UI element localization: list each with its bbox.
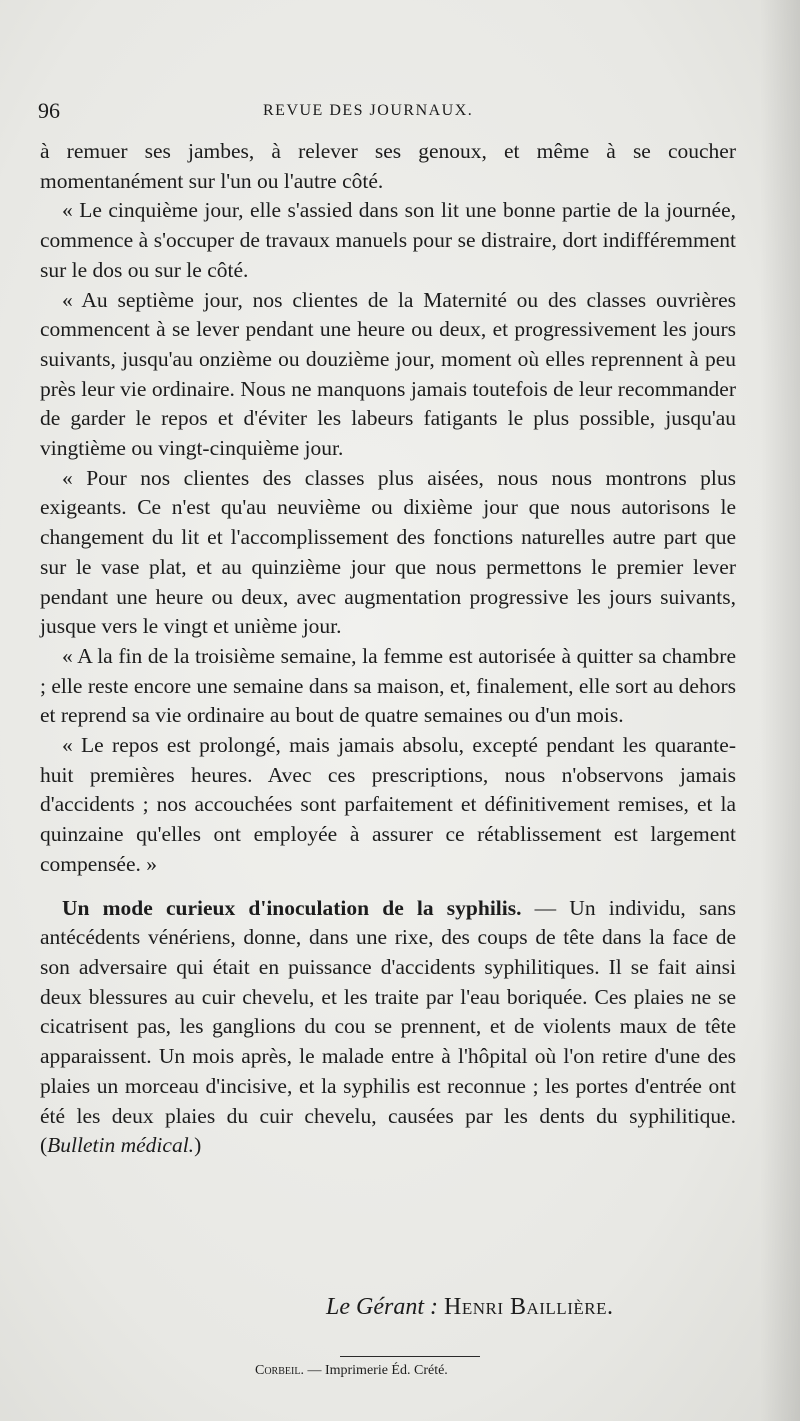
news-item: [40, 894, 736, 1161]
page-edge-shadow: [760, 0, 800, 1421]
news-item-close: ): [194, 1133, 202, 1158]
footer-printer: — Imprimerie Éd. Crété.: [303, 1363, 448, 1378]
paragraph-wealthy-clients: « Pour nos clientes des classes plus aisées, nous nous montrons plus exigeants. Ce n'est qu'au neuvième ou dixième jour que nous autorisons le changement du lit et l'accomplissement des fonctions naturelles autre part que sur le vase plat, et au quinzième jour que nous permettons le premier lever pendant une heure ou deux, avec augmentation progressive les jours suivants, jusque vers le vingt et unième jour.: [40, 465, 736, 639]
signature-label: Le Gérant :: [326, 1294, 438, 1320]
printer-footer: [255, 1363, 448, 1379]
page-number: 96: [38, 98, 60, 123]
body-text: [40, 137, 736, 1161]
paragraph-fifth-day: « Le cinquième jour, elle s'assied dans son lit une bonne partie de la journée, commence à s'occuper de travaux manuels pour se distraire, dort indifféremment sur le dos ou sur le côté.: [40, 198, 736, 282]
footer-place: Corbeil.: [255, 1363, 304, 1378]
signature: [326, 1294, 613, 1321]
page-header: [38, 98, 738, 128]
paragraph-rest: « Le repos est prolongé, mais jamais absolu, excepté pendant les quarante-huit premières heures. Avec ces prescriptions, nous n'observons jamais d'accidents ; nos accouchées sont parfaitement et définitivement remises, et la quinzaine qu'elles ont employée à assurer ce rétablissement est largement compensée. »: [40, 733, 736, 876]
news-item-body: — Un individu, sans antécédents vénériens, donne, dans une rixe, des coups de tête dans la face de son adversaire qui était en puissance d'accidents syphilitiques. Il se fait ainsi deux blessures au cuir chevelu, et les traite par l'eau boriquée. Ces plaies ne se cicatrisent pas, les ganglions du cou se prennent, et de violents maux de tête apparaissent. Un mois après, le malade entre à l'hôpital où l'on retire d'une des plaies un morceau d'incisive, et la syphilis est reconnue ; les portes d'entrée ont été les deux plaies du cuir chevelu, causées par les dents du syphilitique. (: [40, 895, 736, 1158]
paragraph-third-week: « A la fin de la troisième semaine, la femme est autorisée à quitter sa chambre ; elle reste encore une semaine dans sa maison, et, finalement, elle sort au dehors et reprend sa vie ordinaire au bout de quatre semaines ou d'un mois.: [40, 643, 736, 728]
signature-name: Henri Baillière.: [443, 1294, 614, 1320]
running-head: REVUE DES JOURNAUX.: [263, 102, 474, 119]
footer-rule: [340, 1356, 480, 1357]
news-item-title: Un mode curieux d'inoculation de la syphilis.: [62, 895, 522, 920]
paragraph-continuation: à remuer ses jambes, à relever ses genoux, et même à se coucher momentanément sur l'un ou l'autre côté.: [40, 139, 736, 193]
paragraph-seventh-day: « Au septième jour, nos clientes de la Maternité ou des classes ouvrières commencent à se lever pendant une heure ou deux, et progressivement les jours suivants, jusqu'au onzième ou douzième jour, moment où elles reprennent à peu près leur vie ordinaire. Nous ne manquons jamais toutefois de leur recommander de garder le repos et d'éviter les labeurs fatigants le plus possible, jusqu'au vingtième ou vingt-cinquième jour.: [40, 287, 736, 461]
news-item-source: Bulletin médical.: [47, 1133, 195, 1158]
